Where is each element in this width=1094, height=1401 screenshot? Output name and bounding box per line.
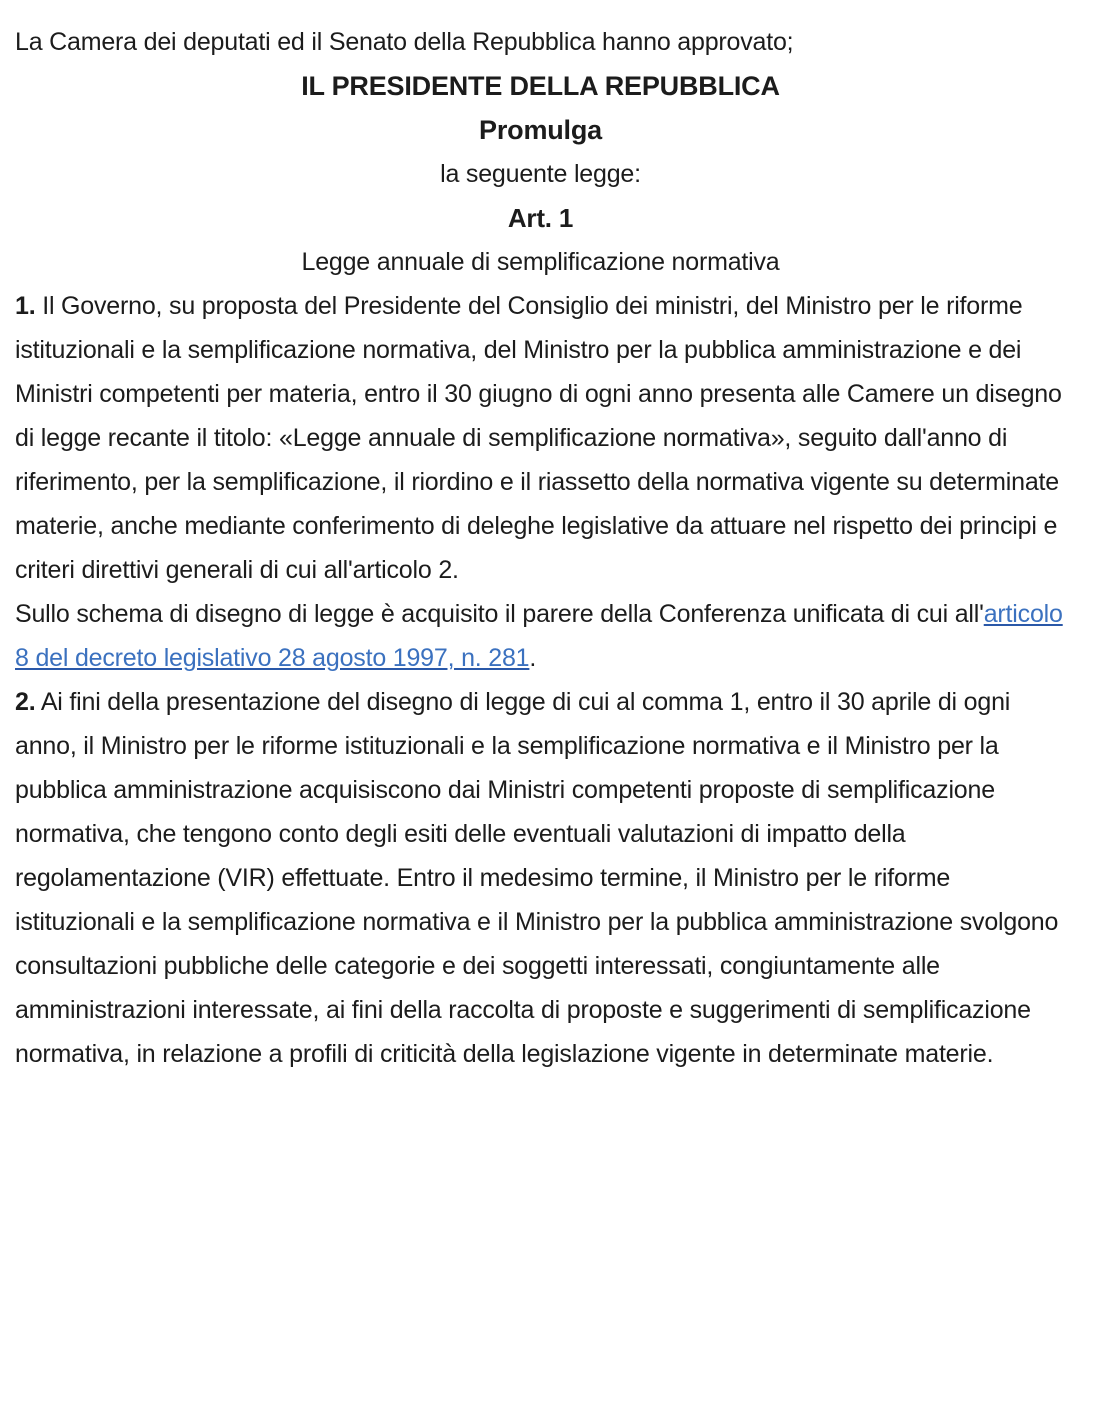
comma-1-number: 1. [15,292,36,320]
comma-2-text: Ai fini della presentazione del disegno di legge di cui al comma 1, entro il 30 aprile di ogni anno, il Ministro per le riforme istituzionali e la semplificazione normativa e il Ministro per la pubblica amministrazione acquisiscono dai Ministri competenti proposte di semplificazione normativa, che tengono conto degli esiti delle eventuali valutazioni di impatto della regolamentazione (VIR) effettuate. Entro il medesimo termine, il Ministro per le riforme istituzionali e la semplificazione normativa e il Ministro per la pubblica amministrazione svolgono consultazioni pubbliche delle categorie e dei soggetti interessati, congiuntamente alle amministrazioni interessate, ai fini della raccolta di proposte e suggerimenti di semplificazione normativa, in relazione a profili di criticità della legislazione vigente in determinate materie. [15,688,1059,1068]
president-heading: IL PRESIDENTE DELLA REPUBBLICA [301,71,780,101]
approval-line: La Camera dei deputati ed il Senato della Repubblica hanno approvato; [15,28,794,56]
comma-1-second-sentence: Sullo schema di disegno di legge è acquisito il parere della Conferenza unificata di cui all' [15,600,984,628]
comma-1 [15,284,1066,680]
comma-1-text: Il Governo, su proposta del Presidente del Consiglio dei ministri, del Ministro per le riforme istituzionali e la semplificazione normativa, del Ministro per la pubblica amministrazione e dei Ministri competenti per materia, entro il 30 giugno di ogni anno presenta alle Camere un disegno di legge recante il titolo: «Legge annuale di semplificazione normativa», seguito dall'anno di riferimento, per la semplificazione, il riordino e il riassetto della normativa vigente su determinate materie, anche mediante conferimento di deleghe legislative da attuare nel rispetto dei principi e criteri direttivi generali di cui all'articolo 2. [15,292,1062,584]
comma-2-number: 2. [15,688,36,716]
promulga-heading: Promulga [479,115,602,145]
decreto-legislativo-link[interactable]: articolo 8 del decreto legislativo 28 agosto 1997, n. 281 [15,600,1063,672]
seguente-legge-line: la seguente legge: [440,160,641,188]
article-title: Legge annuale di semplificazione normativa [301,248,780,276]
comma-1-after-link: . [529,644,537,672]
article-number-heading: Art. 1 [507,203,574,233]
comma-2 [15,680,1066,1076]
